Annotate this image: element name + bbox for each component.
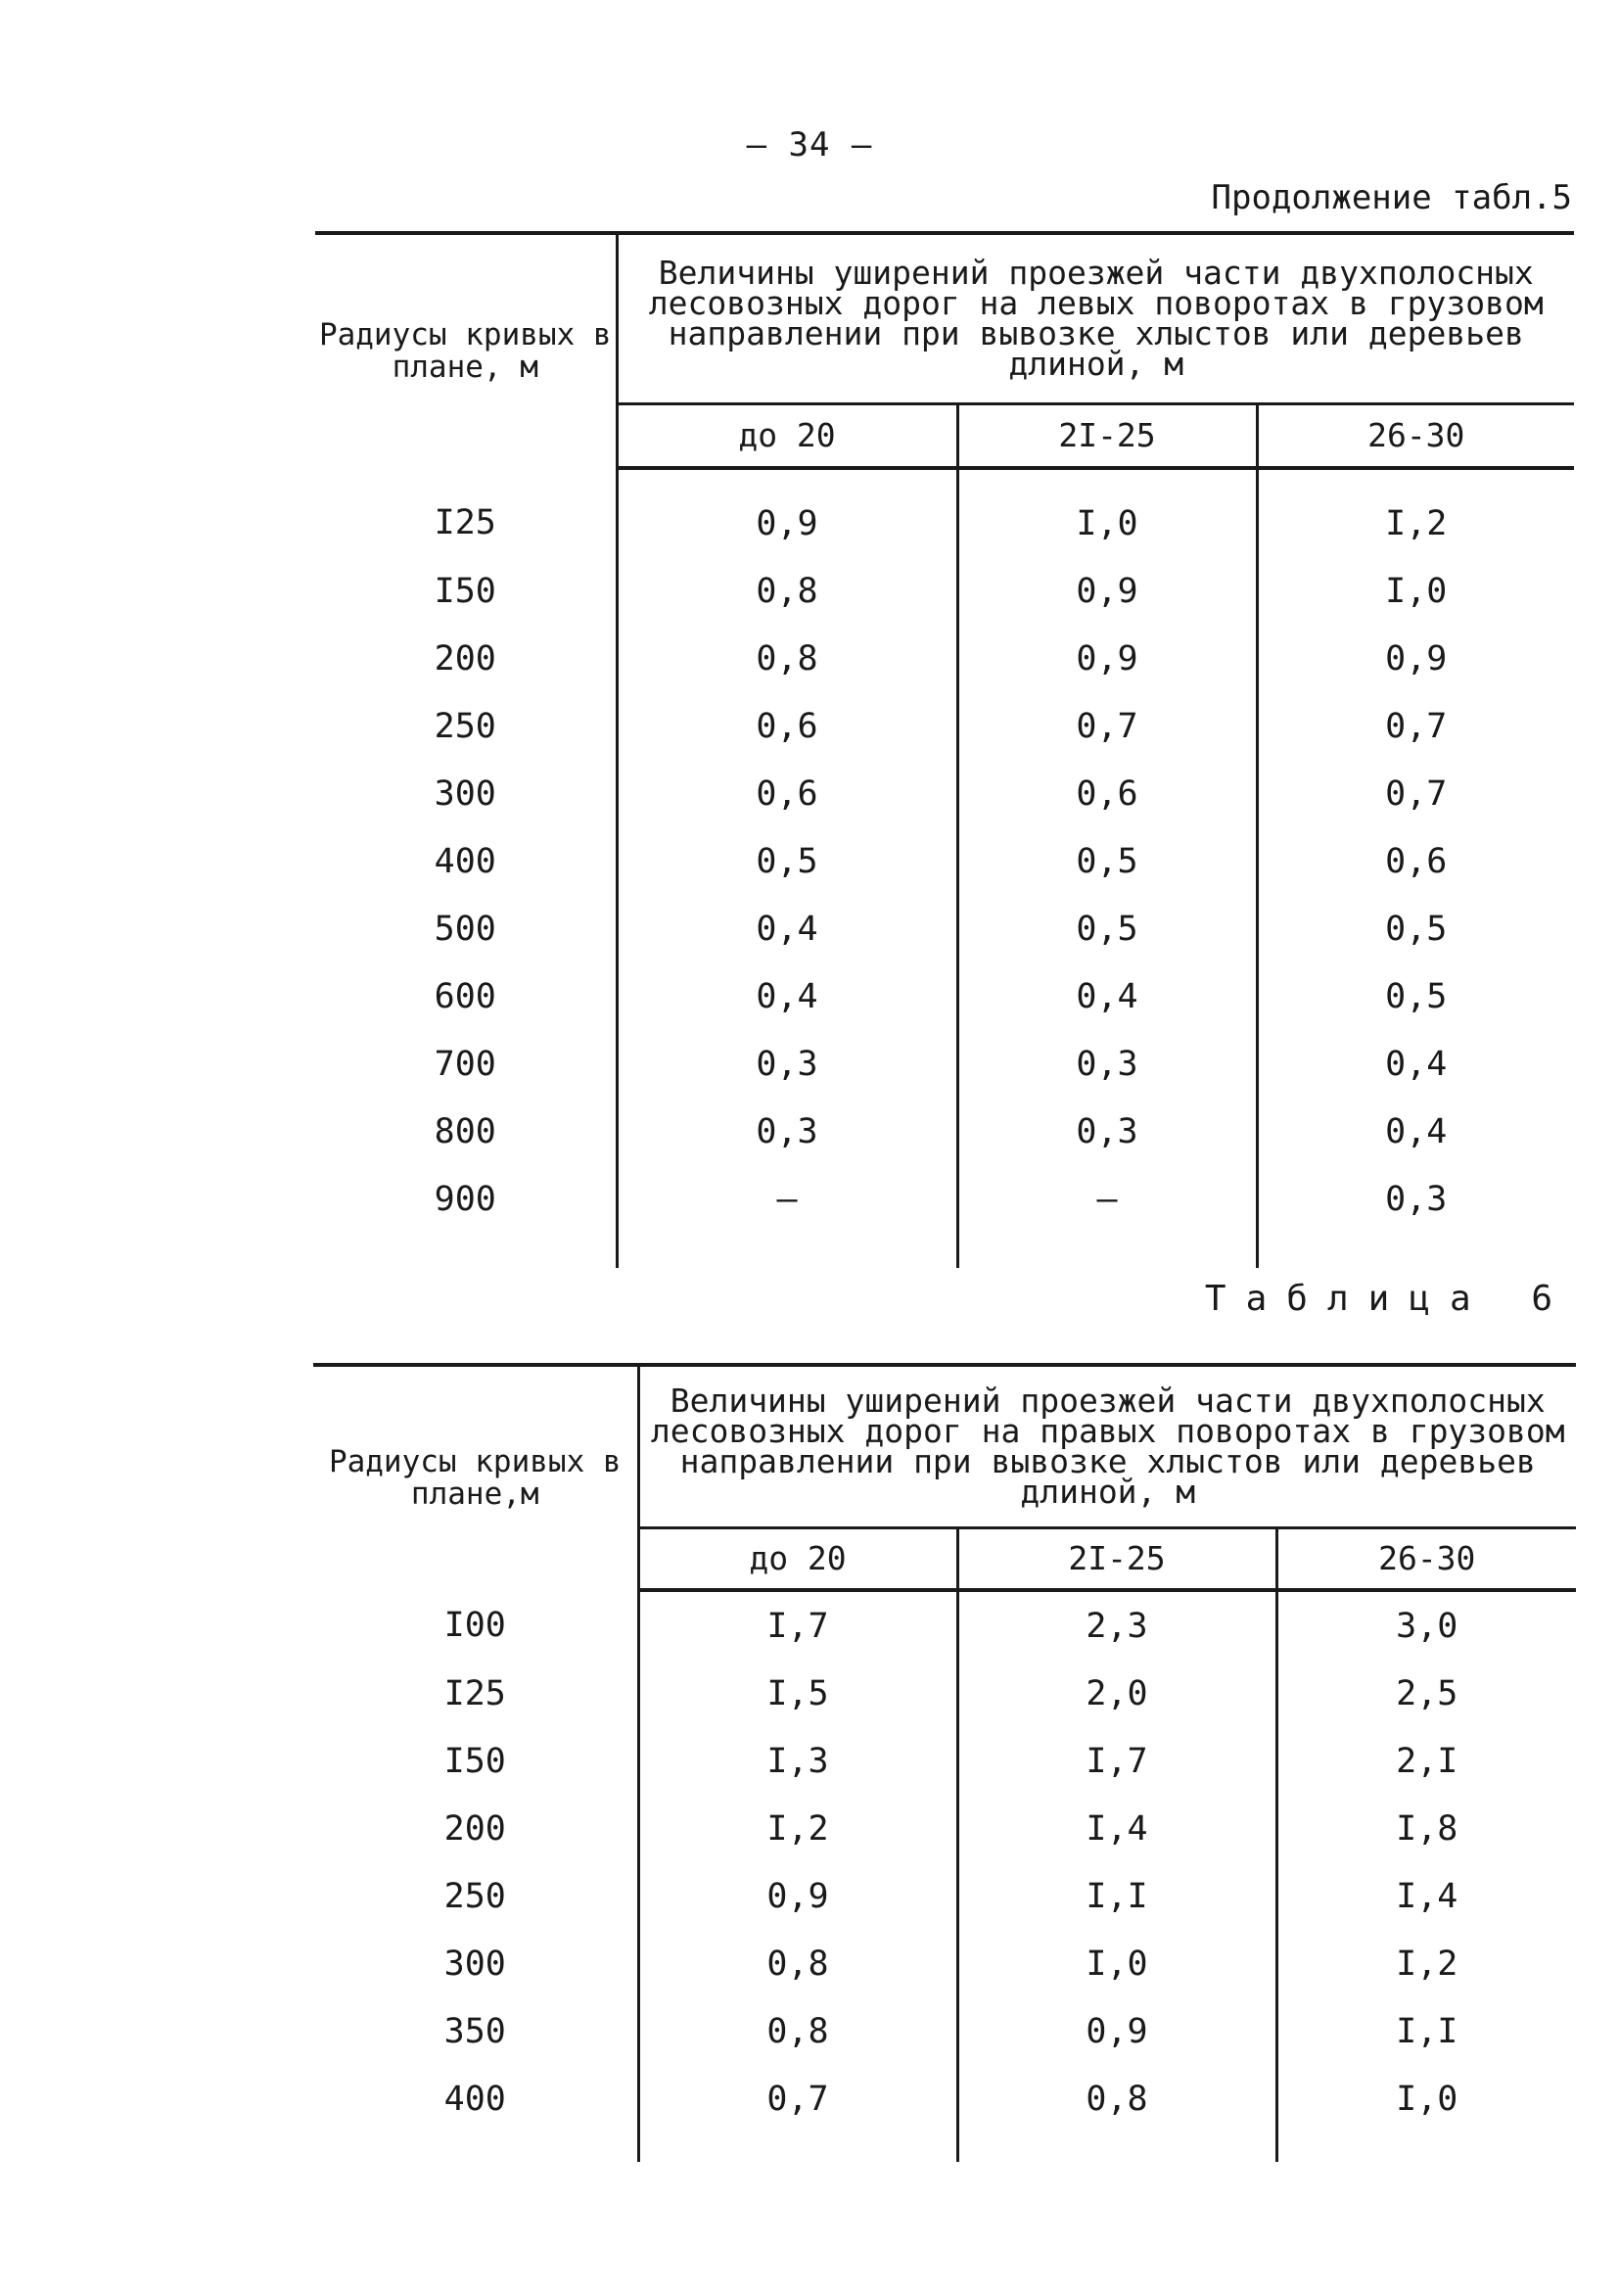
value-cell: 0,6: [617, 760, 957, 827]
radius-cell: 300: [313, 1930, 638, 1997]
table-row: [313, 1727, 1576, 1795]
table-row: [315, 1030, 1574, 1098]
value-cell: 0,9: [617, 468, 957, 557]
value-cell: I,I: [957, 1862, 1276, 1930]
value-cell: I,0: [957, 1930, 1276, 1997]
table-6-title: Таблица 6: [1204, 1279, 1572, 1319]
value-cell: 0,8: [617, 557, 957, 625]
table-row: [315, 895, 1574, 962]
value-cell: 0,4: [617, 895, 957, 962]
subheader-26-30: 26-30: [1276, 1527, 1576, 1590]
continuation-label: Продолжение табл.5: [1211, 178, 1572, 217]
value-cell: I,7: [957, 1727, 1276, 1795]
subheader-up-to-20: до 20: [638, 1527, 957, 1590]
value-cell: –: [617, 1165, 957, 1268]
value-cell: I,2: [638, 1795, 957, 1862]
table-row: [315, 625, 1574, 692]
radius-cell: 350: [313, 1997, 638, 2065]
radius-cell: 700: [315, 1030, 617, 1098]
value-cell: 0,7: [957, 692, 1257, 760]
value-cell: 0,6: [1385, 841, 1448, 881]
table-row: [315, 962, 1574, 1030]
header-widening-values: Величины уширений проезжей части двухполосных лесовозных дорог на левых поворотах в грузовом направлении при вывозке хлыстов или деревьев длиной, м: [648, 254, 1544, 384]
value-cell: 0,5: [957, 827, 1257, 895]
value-cell: 0,9: [957, 557, 1257, 625]
value-cell: 0,7: [638, 2065, 957, 2162]
radius-cell: I25: [315, 468, 617, 557]
value-cell: I,2: [1396, 1944, 1458, 1984]
subheader-26-30: 26-30: [1257, 403, 1574, 468]
value-cell: 0,8: [957, 2065, 1276, 2162]
radius-cell: 800: [315, 1098, 617, 1165]
header-radius: Радиусы кривых в плане, м: [315, 233, 617, 468]
value-cell: 0,7: [1385, 773, 1448, 814]
table-row: [313, 1930, 1576, 1997]
value-cell: 3,0: [1396, 1606, 1458, 1646]
value-cell: 0,4: [957, 962, 1257, 1030]
value-cell: 2,I: [1396, 1741, 1458, 1781]
value-cell: 0,7: [1385, 706, 1448, 746]
value-cell: –: [957, 1165, 1257, 1268]
radius-cell: I25: [313, 1660, 638, 1727]
radius-cell: 250: [313, 1862, 638, 1930]
value-cell: 0,9: [957, 625, 1257, 692]
table-5-continuation: [315, 231, 1574, 1268]
radius-cell: I00: [313, 1590, 638, 1660]
value-cell: I,7: [638, 1590, 957, 1660]
value-cell: 0,8: [638, 1930, 957, 1997]
value-cell: 0,4: [617, 962, 957, 1030]
table-row: [313, 1660, 1576, 1727]
subheader-21-25: 2I-25: [957, 403, 1257, 468]
table-row: [315, 760, 1574, 827]
value-cell: 0,5: [1385, 909, 1448, 949]
table-row: [313, 1997, 1576, 2065]
value-cell: 0,3: [957, 1030, 1257, 1098]
value-cell: I,0: [957, 468, 1257, 557]
value-cell: 0,3: [617, 1098, 957, 1165]
value-cell: 0,9: [957, 1997, 1276, 2065]
radius-cell: 400: [313, 2065, 638, 2162]
value-cell: I,I: [1396, 2011, 1458, 2051]
table-6: [313, 1363, 1576, 2162]
header-radius: Радиусы кривых в плане,м: [313, 1365, 638, 1590]
radius-cell: 200: [313, 1795, 638, 1862]
value-cell: 0,8: [617, 625, 957, 692]
value-cell: 0,4: [1385, 1044, 1448, 1084]
table-row: [313, 1862, 1576, 1930]
header-widening-values: Величины уширений проезжей части двухполосных лесовозных дорог на правых поворотах в грузовом направлении при вывозке хлыстов или деревьев длиной, м: [650, 1382, 1565, 1512]
table-row: [313, 2065, 1576, 2162]
table-row: [315, 1165, 1574, 1268]
value-cell: I,4: [1396, 1876, 1458, 1916]
value-cell: 0,6: [957, 760, 1257, 827]
value-cell: 0,3: [1385, 1179, 1448, 1219]
table-row: [313, 1590, 1576, 1660]
value-cell: 0,8: [638, 1997, 957, 2065]
value-cell: 0,9: [638, 1862, 957, 1930]
value-cell: 0,5: [617, 827, 957, 895]
value-cell: 0,5: [1385, 976, 1448, 1016]
value-cell: I,8: [1396, 1808, 1458, 1849]
table-row: [315, 692, 1574, 760]
value-cell: I,3: [638, 1727, 957, 1795]
radius-cell: 200: [315, 625, 617, 692]
value-cell: I,5: [638, 1660, 957, 1727]
value-cell: 0,9: [1385, 638, 1448, 679]
value-cell: 2,0: [957, 1660, 1276, 1727]
radius-cell: I50: [315, 557, 617, 625]
page-number: — 34 —: [746, 125, 873, 164]
value-cell: I,0: [1396, 2079, 1458, 2119]
radius-cell: 500: [315, 895, 617, 962]
value-cell: 2,3: [957, 1590, 1276, 1660]
value-cell: I,2: [1385, 503, 1448, 543]
value-cell: 2,5: [1396, 1673, 1458, 1713]
radius-cell: I50: [313, 1727, 638, 1795]
radius-cell: 300: [315, 760, 617, 827]
radius-cell: 900: [315, 1165, 617, 1268]
value-cell: I,0: [1385, 571, 1448, 611]
table-row: [315, 557, 1574, 625]
subheader-21-25: 2I-25: [957, 1527, 1276, 1590]
table-row: [315, 468, 1574, 557]
radius-cell: 250: [315, 692, 617, 760]
table-row: [313, 1795, 1576, 1862]
subheader-up-to-20: до 20: [617, 403, 957, 468]
value-cell: 0,6: [617, 692, 957, 760]
value-cell: 0,3: [957, 1098, 1257, 1165]
radius-cell: 400: [315, 827, 617, 895]
value-cell: 0,5: [957, 895, 1257, 962]
value-cell: 0,3: [617, 1030, 957, 1098]
table-row: [315, 827, 1574, 895]
radius-cell: 600: [315, 962, 617, 1030]
table-row: [315, 1098, 1574, 1165]
value-cell: 0,4: [1385, 1111, 1448, 1151]
value-cell: I,4: [957, 1795, 1276, 1862]
